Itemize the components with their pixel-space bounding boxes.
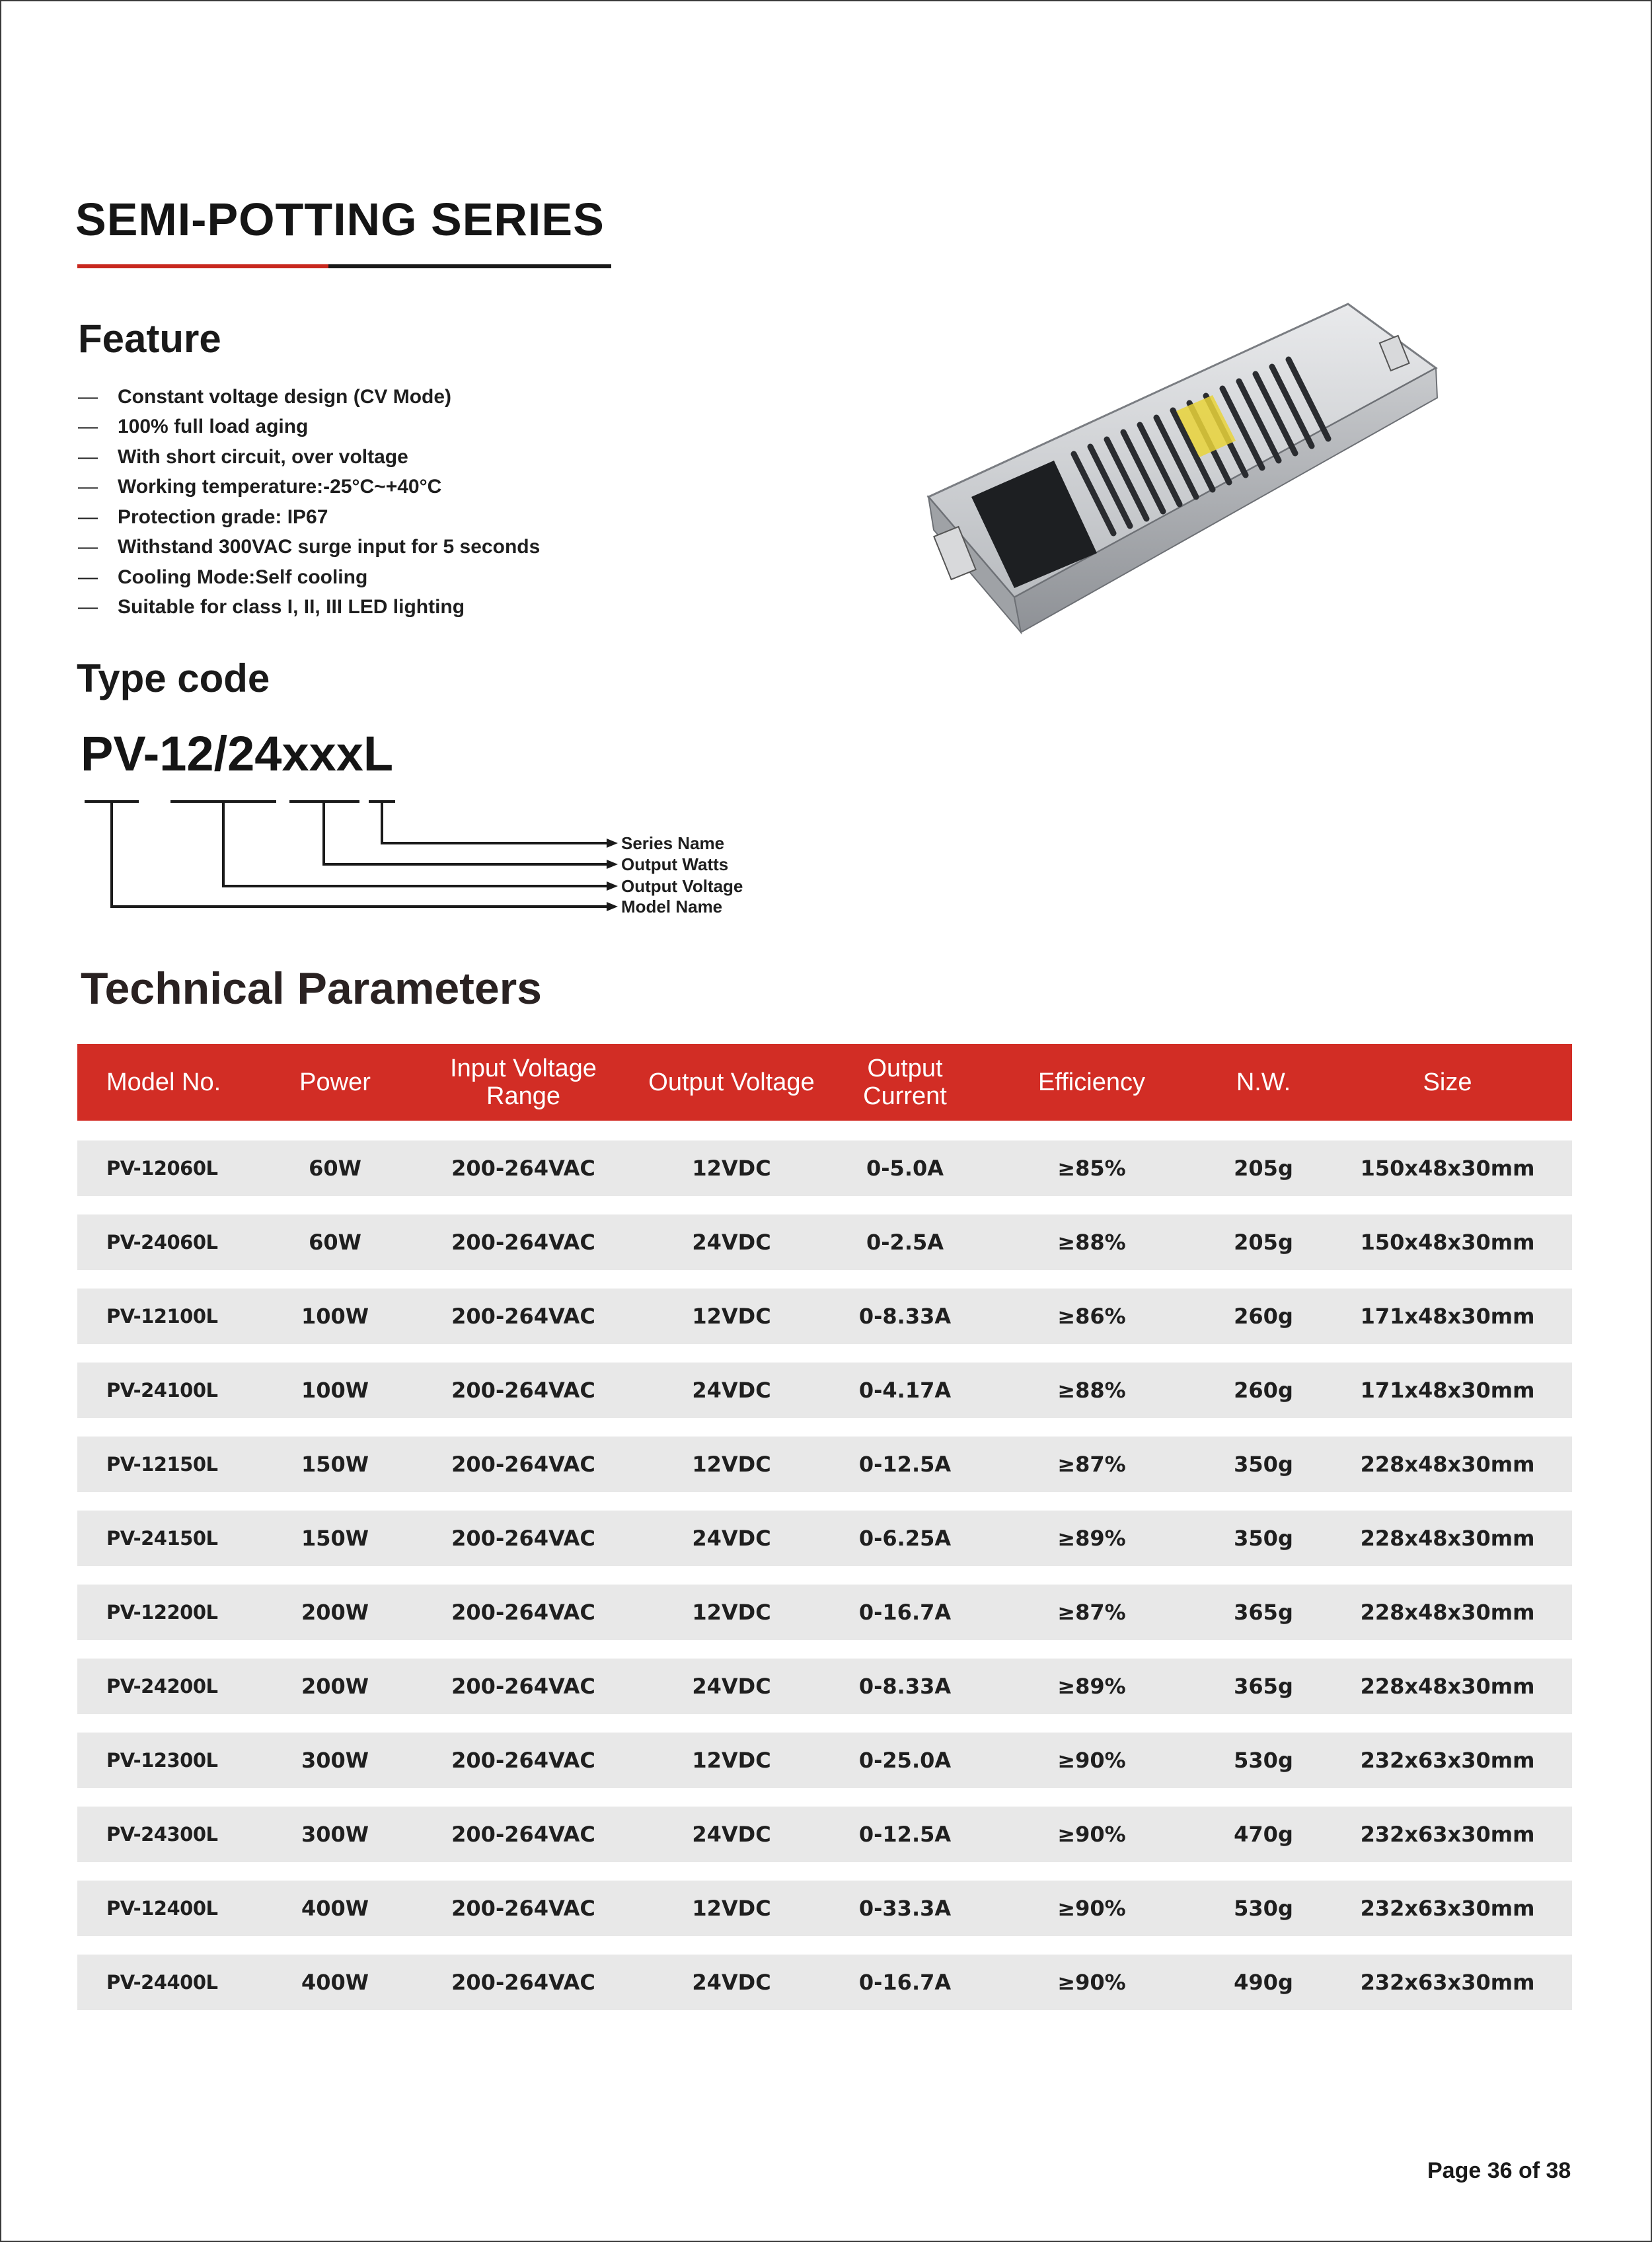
cell-net-weight: 530g	[1234, 1748, 1293, 1773]
table-row	[77, 1214, 1572, 1270]
cell-power: 150W	[301, 1452, 369, 1477]
cell-model: PV-12200L	[106, 1601, 218, 1624]
cell-model: PV-12150L	[106, 1453, 218, 1476]
cell-output-voltage: 12VDC	[692, 1156, 771, 1181]
cell-net-weight: 260g	[1234, 1304, 1293, 1329]
column-header-output-voltage: Output Voltage	[648, 1068, 815, 1096]
cell-power: 200W	[301, 1674, 369, 1699]
cell-efficiency: ≥87%	[1057, 1600, 1126, 1625]
feature-heading: Feature	[78, 317, 221, 361]
feature-text: Cooling Mode:Self cooling	[118, 566, 368, 588]
cell-net-weight: 205g	[1234, 1156, 1293, 1181]
cell-model: PV-12060L	[106, 1157, 218, 1179]
cell-output-current: 0-6.25A	[858, 1526, 952, 1551]
cell-input-voltage: 200-264VAC	[451, 1452, 595, 1477]
feature-item	[78, 412, 540, 443]
page-number: Page 36 of 38	[1427, 2158, 1571, 2183]
cell-output-current: 0-33.3A	[858, 1896, 952, 1921]
cell-efficiency: ≥90%	[1057, 1822, 1126, 1847]
table-row	[77, 1585, 1572, 1640]
cell-model: PV-12100L	[106, 1305, 218, 1327]
cell-power: 100W	[301, 1304, 369, 1329]
dash-bullet: —	[78, 476, 98, 498]
type-code: PV-12/24xxxL	[81, 726, 394, 781]
cell-model: PV-24060L	[106, 1231, 218, 1253]
cell-power: 150W	[301, 1526, 369, 1551]
cell-efficiency: ≥90%	[1057, 1970, 1126, 1995]
table-row	[77, 1363, 1572, 1418]
column-header-input-voltage: Input Voltage Range	[450, 1055, 597, 1110]
cell-input-voltage: 200-264VAC	[451, 1896, 595, 1921]
cell-model: PV-24300L	[106, 1823, 218, 1846]
code-label-model-name: Model Name	[621, 897, 723, 916]
cell-efficiency: ≥90%	[1057, 1896, 1126, 1921]
cell-size: 228x48x30mm	[1360, 1674, 1535, 1699]
cell-size: 150x48x30mm	[1360, 1230, 1535, 1255]
cell-model: PV-24400L	[106, 1971, 218, 1994]
cell-model: PV-12400L	[106, 1897, 218, 1920]
column-header-net-weight: N.W.	[1236, 1068, 1291, 1096]
cell-input-voltage: 200-264VAC	[451, 1156, 595, 1181]
cell-output-voltage: 12VDC	[692, 1896, 771, 1921]
cell-power: 300W	[301, 1822, 369, 1847]
technical-parameters-table	[77, 1044, 1572, 1995]
cell-input-voltage: 200-264VAC	[451, 1822, 595, 1847]
cell-output-current: 0-8.33A	[858, 1674, 952, 1699]
cell-net-weight: 205g	[1234, 1230, 1293, 1255]
feature-item	[78, 562, 540, 593]
feature-text: Protection grade: IP67	[118, 505, 328, 528]
cell-model: PV-24100L	[106, 1379, 218, 1401]
table-row	[77, 1955, 1572, 2010]
cell-output-voltage: 24VDC	[692, 1674, 771, 1699]
feature-item	[78, 442, 540, 472]
title-underline-accent	[77, 264, 328, 268]
feature-item	[78, 593, 540, 623]
code-label-output-voltage: Output Voltage	[621, 876, 743, 896]
cell-net-weight: 350g	[1234, 1452, 1293, 1477]
cell-size: 232x63x30mm	[1360, 1970, 1535, 1995]
feature-text: Withstand 300VAC surge input for 5 seconds	[118, 536, 541, 558]
code-lines-diagram	[79, 793, 687, 918]
cell-input-voltage: 200-264VAC	[451, 1230, 595, 1255]
dash-bullet: —	[78, 416, 98, 438]
column-header-power: Power	[299, 1068, 371, 1096]
cell-power: 300W	[301, 1748, 369, 1773]
series-title: SEMI-POTTING SERIES	[75, 194, 605, 245]
cell-size: 228x48x30mm	[1360, 1452, 1535, 1477]
type-code-heading: Type code	[77, 656, 270, 700]
cell-input-voltage: 200-264VAC	[451, 1748, 595, 1773]
dash-bullet: —	[78, 536, 98, 558]
code-label-output-watts: Output Watts	[621, 854, 729, 874]
power-supply-photo	[915, 299, 1444, 642]
column-header-output-current: Output Current	[863, 1055, 947, 1110]
cell-power: 100W	[301, 1378, 369, 1403]
cell-input-voltage: 200-264VAC	[451, 1970, 595, 1995]
cell-input-voltage: 200-264VAC	[451, 1378, 595, 1403]
cell-efficiency: ≥86%	[1057, 1304, 1126, 1329]
cell-net-weight: 530g	[1234, 1896, 1293, 1921]
cell-output-voltage: 12VDC	[692, 1748, 771, 1773]
cell-output-current: 0-4.17A	[858, 1378, 952, 1403]
table-row	[77, 1807, 1572, 1862]
cell-output-voltage: 24VDC	[692, 1822, 771, 1847]
feature-text: Constant voltage design (CV Mode)	[118, 385, 452, 408]
table-row	[77, 1437, 1572, 1492]
type-code-diagram	[79, 793, 743, 918]
cell-efficiency: ≥89%	[1057, 1526, 1126, 1551]
cell-output-current: 0-16.7A	[858, 1600, 952, 1625]
cell-net-weight: 350g	[1234, 1526, 1293, 1551]
cell-efficiency: ≥90%	[1057, 1748, 1126, 1773]
cell-model: PV-12300L	[106, 1749, 218, 1772]
feature-item	[78, 382, 540, 412]
feature-item	[78, 472, 540, 503]
cell-power: 400W	[301, 1970, 369, 1995]
cell-output-current: 0-5.0A	[866, 1156, 944, 1181]
cell-size: 228x48x30mm	[1360, 1526, 1535, 1551]
cell-output-voltage: 24VDC	[692, 1378, 771, 1403]
cell-efficiency: ≥88%	[1057, 1378, 1126, 1403]
cell-output-current: 0-16.7A	[858, 1970, 952, 1995]
cell-size: 232x63x30mm	[1360, 1822, 1535, 1847]
cell-output-voltage: 12VDC	[692, 1304, 771, 1329]
cell-power: 200W	[301, 1600, 369, 1625]
cell-net-weight: 490g	[1234, 1970, 1293, 1995]
column-header-model: Model No.	[106, 1068, 221, 1096]
feature-text: Suitable for class I, II, III LED lighting	[118, 596, 465, 618]
cell-model: PV-24150L	[106, 1527, 218, 1550]
cell-output-voltage: 24VDC	[692, 1230, 771, 1255]
cell-efficiency: ≥88%	[1057, 1230, 1126, 1255]
dash-bullet: —	[78, 566, 98, 588]
table-row	[77, 1289, 1572, 1344]
cell-input-voltage: 200-264VAC	[451, 1526, 595, 1551]
feature-text: Working temperature:-25°C~+40°C	[118, 476, 442, 498]
cell-efficiency: ≥87%	[1057, 1452, 1126, 1477]
cell-net-weight: 365g	[1234, 1674, 1293, 1699]
cell-input-voltage: 200-264VAC	[451, 1304, 595, 1329]
cell-power: 60W	[309, 1156, 361, 1181]
table-row	[77, 1511, 1572, 1566]
cell-efficiency: ≥89%	[1057, 1674, 1126, 1699]
cell-size: 171x48x30mm	[1360, 1378, 1535, 1403]
cell-output-current: 0-25.0A	[858, 1748, 952, 1773]
cell-size: 232x63x30mm	[1360, 1748, 1535, 1773]
cell-output-voltage: 12VDC	[692, 1452, 771, 1477]
dash-bullet: —	[78, 445, 98, 468]
feature-text: 100% full load aging	[118, 416, 309, 438]
cell-output-voltage: 12VDC	[692, 1600, 771, 1625]
technical-parameters-heading: Technical Parameters	[81, 963, 542, 1014]
cell-efficiency: ≥85%	[1057, 1156, 1126, 1181]
cell-model: PV-24200L	[106, 1675, 218, 1698]
cell-output-voltage: 24VDC	[692, 1970, 771, 1995]
code-label-series-name: Series Name	[621, 833, 725, 853]
cell-input-voltage: 200-264VAC	[451, 1674, 595, 1699]
cell-net-weight: 470g	[1234, 1822, 1293, 1847]
cell-output-current: 0-12.5A	[858, 1452, 952, 1477]
cell-output-current: 0-12.5A	[858, 1822, 952, 1847]
dash-bullet: —	[78, 596, 98, 618]
cell-net-weight: 260g	[1234, 1378, 1293, 1403]
cell-net-weight: 365g	[1234, 1600, 1293, 1625]
dash-bullet: —	[78, 385, 98, 408]
feature-text: With short circuit, over voltage	[118, 445, 408, 468]
feature-item	[78, 502, 540, 533]
table-row	[77, 1881, 1572, 1936]
cell-size: 228x48x30mm	[1360, 1600, 1535, 1625]
cell-output-voltage: 24VDC	[692, 1526, 771, 1551]
column-header-size: Size	[1423, 1068, 1472, 1096]
cell-output-current: 0-8.33A	[858, 1304, 952, 1329]
table-header	[77, 1044, 1572, 1121]
column-header-efficiency: Efficiency	[1038, 1068, 1145, 1096]
feature-list	[78, 382, 540, 622]
cell-size: 150x48x30mm	[1360, 1156, 1535, 1181]
cell-output-current: 0-2.5A	[866, 1230, 944, 1255]
table-row	[77, 1140, 1572, 1196]
title-underline	[328, 264, 611, 268]
dash-bullet: —	[78, 505, 98, 528]
feature-item	[78, 533, 540, 563]
cell-size: 171x48x30mm	[1360, 1304, 1535, 1329]
table-row	[77, 1733, 1572, 1788]
cell-size: 232x63x30mm	[1360, 1896, 1535, 1921]
cell-power: 60W	[309, 1230, 361, 1255]
table-row	[77, 1659, 1572, 1714]
cell-power: 400W	[301, 1896, 369, 1921]
cell-input-voltage: 200-264VAC	[451, 1600, 595, 1625]
